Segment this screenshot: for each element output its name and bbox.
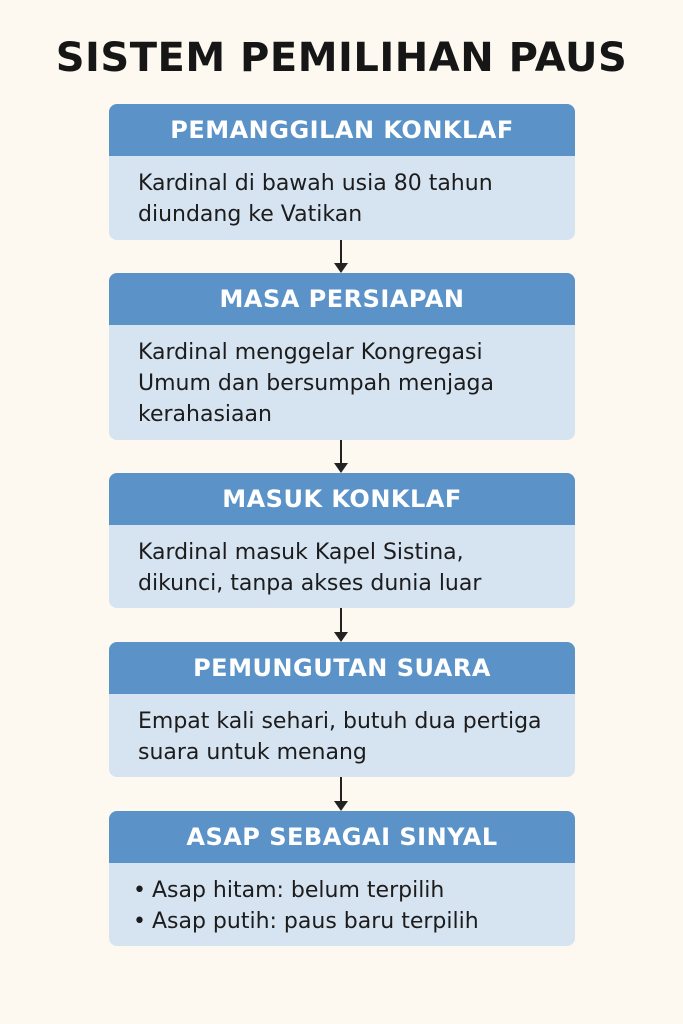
step-description-line: dikunci, tanpa akses dunia luar <box>138 571 482 596</box>
step-description-line: Kardinal menggelar Kongregasi <box>138 340 483 365</box>
step-heading: ASAP SEBAGAI SINYAL <box>109 811 575 863</box>
arrow-down-icon <box>333 240 349 273</box>
smoke-signal-list <box>133 875 551 937</box>
step-description-line: suara untuk menang <box>138 740 367 765</box>
arrow-down-icon <box>333 440 349 473</box>
step-description-line: Empat kali sehari, butuh dua pertiga <box>138 709 542 734</box>
step-description-line: diundang ke Vatikan <box>138 202 363 227</box>
step-asap-sebagai-sinyal <box>109 811 575 946</box>
step-pemungutan-suara <box>109 642 575 777</box>
step-heading: PEMUNGUTAN SUARA <box>109 642 575 694</box>
step-description-line: kerahasiaan <box>138 402 272 427</box>
step-description-line: Kardinal masuk Kapel Sistina, <box>138 540 464 565</box>
list-item-text: Asap putih: paus baru terpilih <box>151 909 479 934</box>
arrow-down-icon <box>333 608 349 642</box>
step-description-line: Kardinal di bawah usia 80 tahun <box>138 171 493 196</box>
list-item <box>133 906 551 937</box>
step-description <box>109 156 575 230</box>
arrow-down-icon <box>333 777 349 811</box>
step-description-line: Umum dan bersumpah menjaga <box>138 371 494 396</box>
step-description <box>109 525 575 599</box>
step-heading: PEMANGGILAN KONKLAF <box>109 104 575 156</box>
list-item-text: Asap hitam: belum terpilih <box>151 878 445 903</box>
step-description <box>109 325 575 430</box>
step-pemanggilan-konklaf <box>109 104 575 240</box>
step-heading: MASA PERSIAPAN <box>109 273 575 325</box>
diagram-title: SISTEM PEMILIHAN PAUS <box>55 35 628 81</box>
step-description <box>109 694 575 768</box>
step-description <box>109 863 575 937</box>
step-masuk-konklaf <box>109 473 575 608</box>
step-heading: MASUK KONKLAF <box>109 473 575 525</box>
list-item <box>133 875 551 906</box>
step-masa-persiapan <box>109 273 575 440</box>
